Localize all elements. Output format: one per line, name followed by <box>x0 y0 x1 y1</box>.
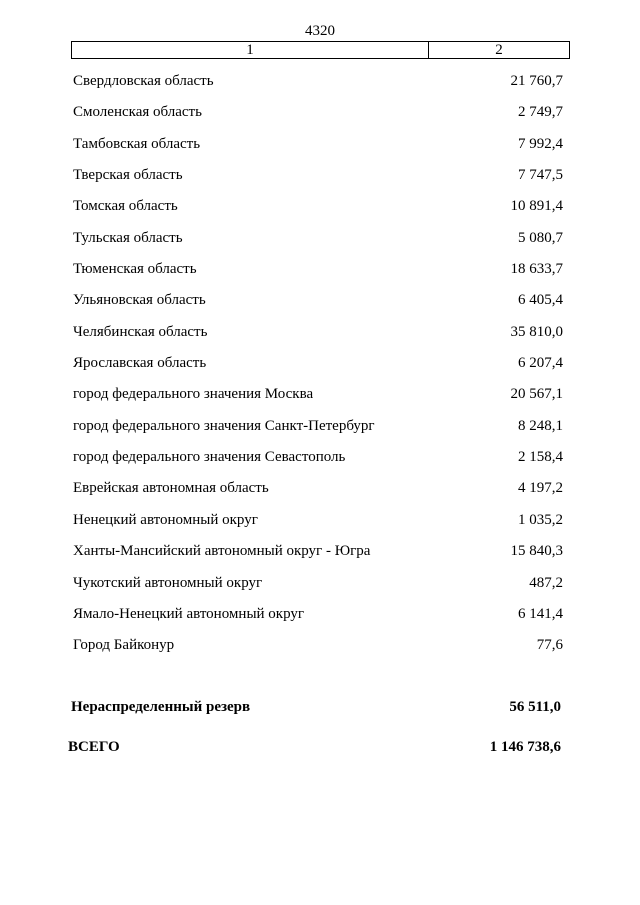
region-name: Чукотский автономный округ <box>73 574 263 591</box>
grand-total-label: ВСЕГО <box>68 739 120 755</box>
region-value: 35 810,0 <box>510 323 563 340</box>
table-header <box>71 41 570 59</box>
region-name: Ульяновская область <box>73 292 206 309</box>
region-value: 7 992,4 <box>518 135 563 152</box>
table-row <box>0 635 640 666</box>
region-name: Смоленская область <box>73 104 202 121</box>
column-header-1: 1 <box>72 42 429 58</box>
region-value: 6 141,4 <box>518 605 563 622</box>
region-value: 487,2 <box>529 574 563 591</box>
region-value: 6 207,4 <box>518 355 563 372</box>
region-value: 6 405,4 <box>518 292 563 309</box>
table-row <box>0 290 640 321</box>
region-value: 2 749,7 <box>518 104 563 121</box>
table-row <box>0 228 640 259</box>
table-row <box>0 134 640 165</box>
region-value: 5 080,7 <box>518 229 563 246</box>
region-name: Свердловская область <box>73 73 214 89</box>
reserve-row <box>0 697 640 719</box>
table-row <box>0 102 640 133</box>
region-value: 10 891,4 <box>510 198 563 215</box>
grand-total-value: 1 146 738,6 <box>489 739 561 755</box>
region-value: 20 567,1 <box>510 386 563 403</box>
table-row <box>0 259 640 290</box>
region-name: Челябинская область <box>73 323 208 340</box>
region-name: Тамбовская область <box>73 135 201 152</box>
region-name: город федерального значения Севастополь <box>73 449 346 466</box>
table-row <box>0 447 640 478</box>
table-row <box>0 71 640 102</box>
table-row <box>0 384 640 415</box>
region-name: Тверская область <box>73 167 183 184</box>
region-value: 18 633,7 <box>510 261 563 278</box>
table-row <box>0 604 640 635</box>
region-name: Ярославская область <box>73 355 207 372</box>
table-row <box>0 353 640 384</box>
region-value: 7 747,5 <box>518 167 563 184</box>
table-body <box>0 71 640 667</box>
region-value: 1 035,2 <box>518 511 563 528</box>
region-value: 15 840,3 <box>510 543 563 560</box>
region-name: Ненецкий автономный округ <box>73 511 258 528</box>
table-row <box>0 165 640 196</box>
region-name: Еврейская автономная область <box>73 480 269 497</box>
region-name: Тульская область <box>73 229 183 246</box>
region-value: 77,6 <box>536 637 563 654</box>
table-row <box>0 541 640 572</box>
region-name: Томская область <box>73 198 178 215</box>
region-value: 21 760,7 <box>510 73 563 89</box>
table-row <box>0 510 640 541</box>
region-name: город федерального значения Санкт-Петербург <box>73 417 375 434</box>
region-name: Город Байконур <box>73 637 175 654</box>
region-name: город федерального значения Москва <box>73 386 314 403</box>
table-row <box>0 196 640 227</box>
table-row <box>0 416 640 447</box>
region-name: Ханты-Мансийский автономный округ - Югра <box>73 543 371 560</box>
table-row <box>0 573 640 604</box>
reserve-value: 56 511,0 <box>509 699 561 715</box>
page-number: 4320 <box>305 23 335 39</box>
region-name: Ямало-Ненецкий автономный округ <box>73 605 305 622</box>
region-value: 4 197,2 <box>518 480 563 497</box>
region-value: 2 158,4 <box>518 449 563 466</box>
grand-total-row <box>0 737 640 759</box>
region-name: Тюменская область <box>73 261 197 278</box>
table-row <box>0 478 640 509</box>
table-row <box>0 322 640 353</box>
region-value: 8 248,1 <box>518 417 563 434</box>
reserve-label: Нераспределенный резерв <box>71 699 251 715</box>
column-header-2: 2 <box>495 42 503 58</box>
